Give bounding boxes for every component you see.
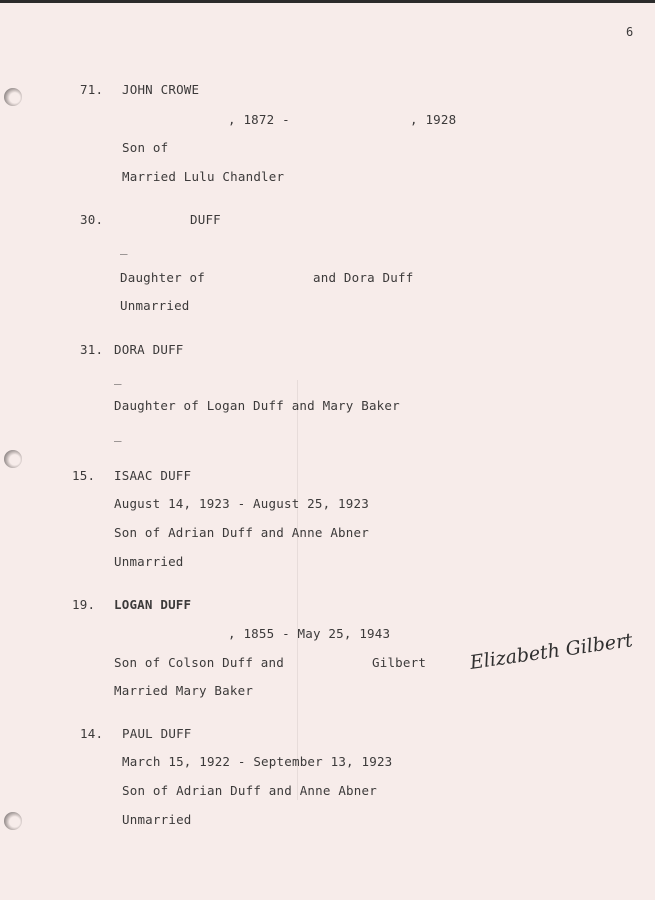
entry-name: DORA DUFF	[114, 342, 184, 357]
entry-parents: Son of Adrian Duff and Anne Abner	[122, 783, 377, 798]
entry-name: ISAAC DUFF	[114, 468, 192, 483]
punch-hole	[4, 88, 22, 106]
punch-hole	[4, 450, 22, 468]
entry-number: 71.	[80, 82, 104, 97]
entry-birth: , 1872 -	[228, 112, 290, 127]
entry-married: Married Mary Baker	[114, 683, 254, 698]
entry-parents: Daughter of	[120, 270, 205, 285]
punch-hole	[4, 812, 22, 830]
entry-death: , 1928	[410, 112, 457, 127]
entry-dates: , 1855 - May 25, 1943	[228, 626, 391, 641]
entry-number: 15.	[72, 468, 96, 483]
entry-name: DUFF	[190, 212, 221, 227]
entry-married: Married Lulu Chandler	[122, 169, 285, 184]
page-number: 6	[626, 25, 634, 39]
entry-status: Unmarried	[122, 812, 192, 827]
entry-parents: Son of	[122, 140, 169, 155]
entry-number: 30.	[80, 212, 104, 227]
entry-status: Unmarried	[120, 298, 190, 313]
entry-dash: _	[114, 427, 122, 442]
entry-dates: March 15, 1922 - September 13, 1923	[122, 754, 393, 769]
entry-status: Unmarried	[114, 554, 184, 569]
entry-parent2: Gilbert	[372, 655, 427, 670]
entry-parents: Son of Adrian Duff and Anne Abner	[114, 525, 369, 540]
entry-name: PAUL DUFF	[122, 726, 192, 741]
page-fold	[297, 380, 298, 800]
entry-number: 31.	[80, 342, 104, 357]
page-top-edge	[0, 0, 655, 3]
entry-parent2: and Dora Duff	[313, 270, 414, 285]
entry-number: 19.	[72, 597, 96, 612]
entry-name: LOGAN DUFF	[114, 597, 192, 612]
handwritten-signature: Elizabeth Gilbert	[468, 629, 635, 674]
entry-dash: _	[114, 370, 122, 385]
entry-parents: Daughter of Logan Duff and Mary Baker	[114, 398, 400, 413]
entry-name: JOHN CROWE	[122, 82, 200, 97]
entry-parents: Son of Colson Duff and	[114, 655, 284, 670]
entry-dash: _	[120, 240, 128, 255]
entry-number: 14.	[80, 726, 104, 741]
entry-dates: August 14, 1923 - August 25, 1923	[114, 496, 369, 511]
